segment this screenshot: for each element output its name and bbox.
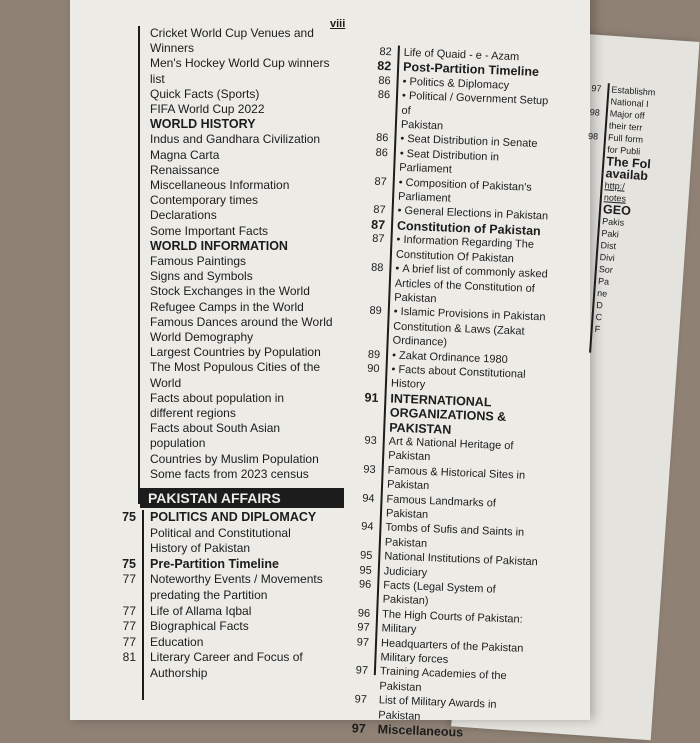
entry-title: Renaissance [150,162,220,177]
page-ref: 87 [370,217,386,233]
entry-title: http:/ [604,180,626,192]
entry-title: The Most Populous Cities of the [150,360,321,375]
toc-entry [112,117,350,132]
toc-entry [112,391,350,406]
entry-title: Establishm [611,84,656,98]
entry-title: Sor [598,264,614,276]
toc-entry [112,376,350,391]
entry-title: Largest Countries by Population [150,345,321,360]
toc-entry [112,269,350,284]
page-ref: 82 [379,45,392,59]
toc-entry [112,666,350,682]
toc-entry [112,421,350,436]
page-ref: 98 [589,107,601,118]
entry-title: Declarations [150,208,217,223]
entry-title: Famous & Historical Sites in [387,464,526,482]
page-ref [345,375,379,376]
page-ref: 90 [367,362,380,375]
page-ref: 75 [122,510,136,524]
entry-title: • Islamic Provisions in Pakistan [394,306,546,324]
page-ref [350,246,384,247]
toc-entry [112,178,350,193]
page-ref [355,116,389,117]
page-ref: 88 [370,261,384,275]
entry-title: History of Pakistan [150,541,251,556]
page-ref: 81 [122,650,136,665]
entry-title: Tombs of Sufis and Saints in [385,521,525,540]
entry-title: Life of Allama Iqbal [150,603,252,618]
entry-title: C [595,311,603,323]
entry-title: Full form [607,132,644,145]
page-ref [339,533,373,534]
page-ref: 97 [356,636,370,649]
entry-title: The High Courts of Pakistan: [381,608,523,626]
entry-title: WORLD HISTORY [150,117,256,132]
toc-entry [112,345,350,360]
entry-title: Headquarters of the Pakistan [380,636,524,655]
page-ref: 97 [357,621,370,635]
entry-title: • Zakat Ordinance 1980 [392,349,508,365]
page-ref: 77 [122,572,136,587]
entry-title: availab [605,166,649,184]
toc-entry [112,330,350,345]
entry-title: Training Academies of the [379,665,507,683]
entry-title: POLITICS AND DIPLOMACY [150,510,317,524]
toc-entry [112,208,350,223]
entry-title: Facts (Legal System of Pakistan) [382,579,496,608]
entry-title: Dist [600,240,617,252]
toc-entry [112,224,350,239]
toc-entry [112,315,350,330]
toc-entry [112,510,350,526]
entry-title: list [150,71,165,86]
toc-entry [112,526,350,542]
entry-title: • Information Regarding The [396,234,534,251]
page-ref: 93 [363,463,376,476]
entry-title: different regions [150,406,236,421]
entry-title: • Seat Distribution in Parliament [399,148,499,176]
entry-title: Pakistan [387,449,431,464]
toc-list [544,80,681,340]
page-ref [347,332,381,333]
entry-title: Articles of the Constitution of [394,277,535,295]
entry-title: National I [610,96,649,110]
page-ref: 77 [122,634,136,649]
entry-title: Art & National Heritage of [388,435,514,453]
toc-entry [112,56,350,71]
toc-entry [112,619,350,635]
entry-title: Biographical Facts [150,619,249,634]
entry-title: their terr [608,120,643,133]
page-ref [349,289,383,290]
entry-title: Some facts from 2023 census [150,466,309,481]
entry-title: Authorship [150,665,208,680]
entry-title: Parliament [397,190,451,205]
entry-title: Pakistan [400,118,444,133]
page-ref [335,649,369,650]
entry-title: World [150,375,182,390]
entry-title: population [150,436,206,451]
entry-title: History [390,377,426,392]
entry-title: ne [596,287,608,299]
page-ref: 87 [373,204,386,217]
page-ref [334,677,368,678]
entry-title: Miscellaneous Information [150,178,290,193]
page-ref: 82 [376,59,392,74]
entry-title: ORGANIZATIONS & PAKISTAN [389,405,507,437]
entry-title: Pa [597,276,610,287]
toc-list [112,26,350,482]
page-ref [349,274,383,275]
page-ref: 93 [364,434,378,447]
entry-title: World Demography [150,330,254,345]
toc-entry [112,604,350,620]
entry-title: Indus and Gandhara Civilization [150,132,321,147]
entry-title: Men's Hockey World Cup winners [150,56,330,71]
toc-entry [112,72,350,87]
entry-title: Pakis [601,216,625,228]
toc-entry [112,102,350,117]
toc-entry [112,467,350,482]
page-ref: 97 [351,721,366,736]
page-ref: 95 [359,549,373,563]
page-ref: 86 [377,89,391,102]
entry-title: Education [150,634,204,649]
entry-title: Ordinance) [392,334,448,349]
toc-left-column-lower [112,510,350,682]
entry-title: Refugee Camps in the World [150,299,304,314]
entry-title: Pakistan [384,536,428,550]
entry-title: Pakistan [379,680,422,694]
page-ref: 96 [358,578,372,591]
page-ref: 86 [375,132,389,145]
entry-title: • Seat Distribution in Senate [400,133,538,150]
entry-title: Pakistan [386,478,430,493]
toc-entry [112,148,350,163]
page-ref: 94 [360,520,374,534]
page-ref [352,188,386,189]
page-ref: 97 [354,693,368,707]
toc-entry [112,588,350,604]
page-ref: 75 [122,556,136,571]
page-ref [343,447,377,448]
page-ref: 77 [122,619,136,634]
toc-entry [112,41,350,56]
page-ref: 97 [355,664,369,678]
toc-entry [112,26,350,41]
entry-title: FIFA World Cup 2022 [150,102,265,117]
toc-entry [112,300,350,315]
entry-title: Quick Facts (Sports) [150,86,260,101]
page-ref: 91 [364,390,379,405]
entry-title: • A brief list of commonly asked [395,263,548,281]
toc-entry [112,360,350,375]
entry-title: • Politics & Diplomacy [402,76,509,92]
toc-far-right-column [544,80,681,340]
entry-title: INTERNATIONAL [390,391,492,410]
page-ref: 87 [374,175,387,188]
entry-title: Winners [150,41,195,56]
entry-title: notes [603,192,627,204]
entry-title: Military [381,622,417,636]
entry-title: Magna Carta [150,147,220,162]
toc-entry [112,193,350,208]
entry-title: GEO [602,202,632,219]
entry-title: Constitution Of Pakistan [395,248,515,265]
entry-title: Some Important Facts [150,223,269,238]
page-ref [347,318,381,319]
page-ref: 96 [357,607,371,620]
entry-title: • Facts about Constitutional [391,363,525,380]
entry-title: • Political / Government Setup of [401,90,548,117]
entry-title: • General Elections in Pakistan [397,205,548,223]
page-ref: 95 [359,564,373,577]
entry-title: Divi [599,252,616,264]
entry-title: Political and Constitutional [150,525,291,540]
toc-entry [112,254,350,269]
toc-entry [112,635,350,651]
entry-title: Constitution & Laws (Zakat [392,320,525,338]
entry-title: Pre-Partition Timeline [150,556,279,571]
toc-right-column [331,44,557,743]
page-ref: 89 [367,348,381,361]
toc-entry [112,87,350,102]
toc-list [112,510,350,682]
entry-title: The Fol [605,154,652,172]
toc-left-column [112,26,350,482]
entry-title: Major off [609,108,645,121]
page-ref: 89 [369,304,382,318]
toc-entry [112,406,350,421]
entry-title: Stock Exchanges in the World [150,284,310,299]
page-ref: 94 [362,492,375,505]
page-ref: 86 [378,74,391,88]
entry-title: Miscellaneous [377,722,464,740]
page-ref: 98 [587,130,599,142]
entry-title: Literary Career and Focus of [150,650,303,665]
entry-title: Facts about population in [150,390,285,405]
toc-entry [112,557,350,573]
page-ref: 77 [122,603,136,618]
entry-title: Post-Partition Timeline [402,60,540,80]
entry-title: Life of Quaid - e - Azam [403,46,520,64]
toc-entry [112,541,350,557]
entry-title: Pakistan [394,291,437,306]
entry-title: List of Military Awards in Pakistan [378,694,497,723]
toc-entry [112,163,350,178]
toc-entry [112,132,350,147]
entry-title: Cricket World Cup Venues and [150,26,314,40]
entry-title: D [596,299,604,311]
entry-title: Constitution of Pakistan [396,218,541,239]
entry-title: Noteworthy Events / Movements [150,572,323,587]
entry-title: predating the Partition [150,587,268,602]
page-ref: 86 [375,146,389,160]
toc-list [331,44,557,743]
entry-title: Facts about South Asian [150,421,281,436]
page-ref: 97 [591,83,602,94]
toc-entry [112,284,350,299]
entry-title: Paki [601,228,620,240]
toc-entry [112,452,350,467]
page-number: viii [330,18,346,30]
entry-title: National Institutions of Pakistan [384,550,538,569]
toc-entry [112,436,350,451]
entry-title: WORLD INFORMATION [150,238,288,253]
entry-title: Famous Landmarks of Pakistan [385,493,497,522]
page-ref [341,476,375,477]
entry-title: Military forces [380,651,449,666]
toc-entry [112,239,350,254]
toc-entry [112,572,350,588]
entry-title: Judiciary [383,565,428,579]
section-header-bar: PAKISTAN AFFAIRS [140,488,344,508]
entry-title: Countries by Muslim Population [150,451,319,466]
toc-entry [112,650,350,666]
entry-title: • Composition of Pakistan's [398,176,532,193]
page-ref: 87 [372,232,385,246]
entry-title: Famous Dances around the World [150,314,333,329]
entry-title: F [594,323,601,335]
entry-title: Famous Paintings [150,254,247,269]
page-ref [344,404,378,405]
entry-title: Signs and Symbols [150,269,253,284]
entry-title: Contemporary times [150,193,259,208]
entry-title: for Publi [606,144,641,157]
